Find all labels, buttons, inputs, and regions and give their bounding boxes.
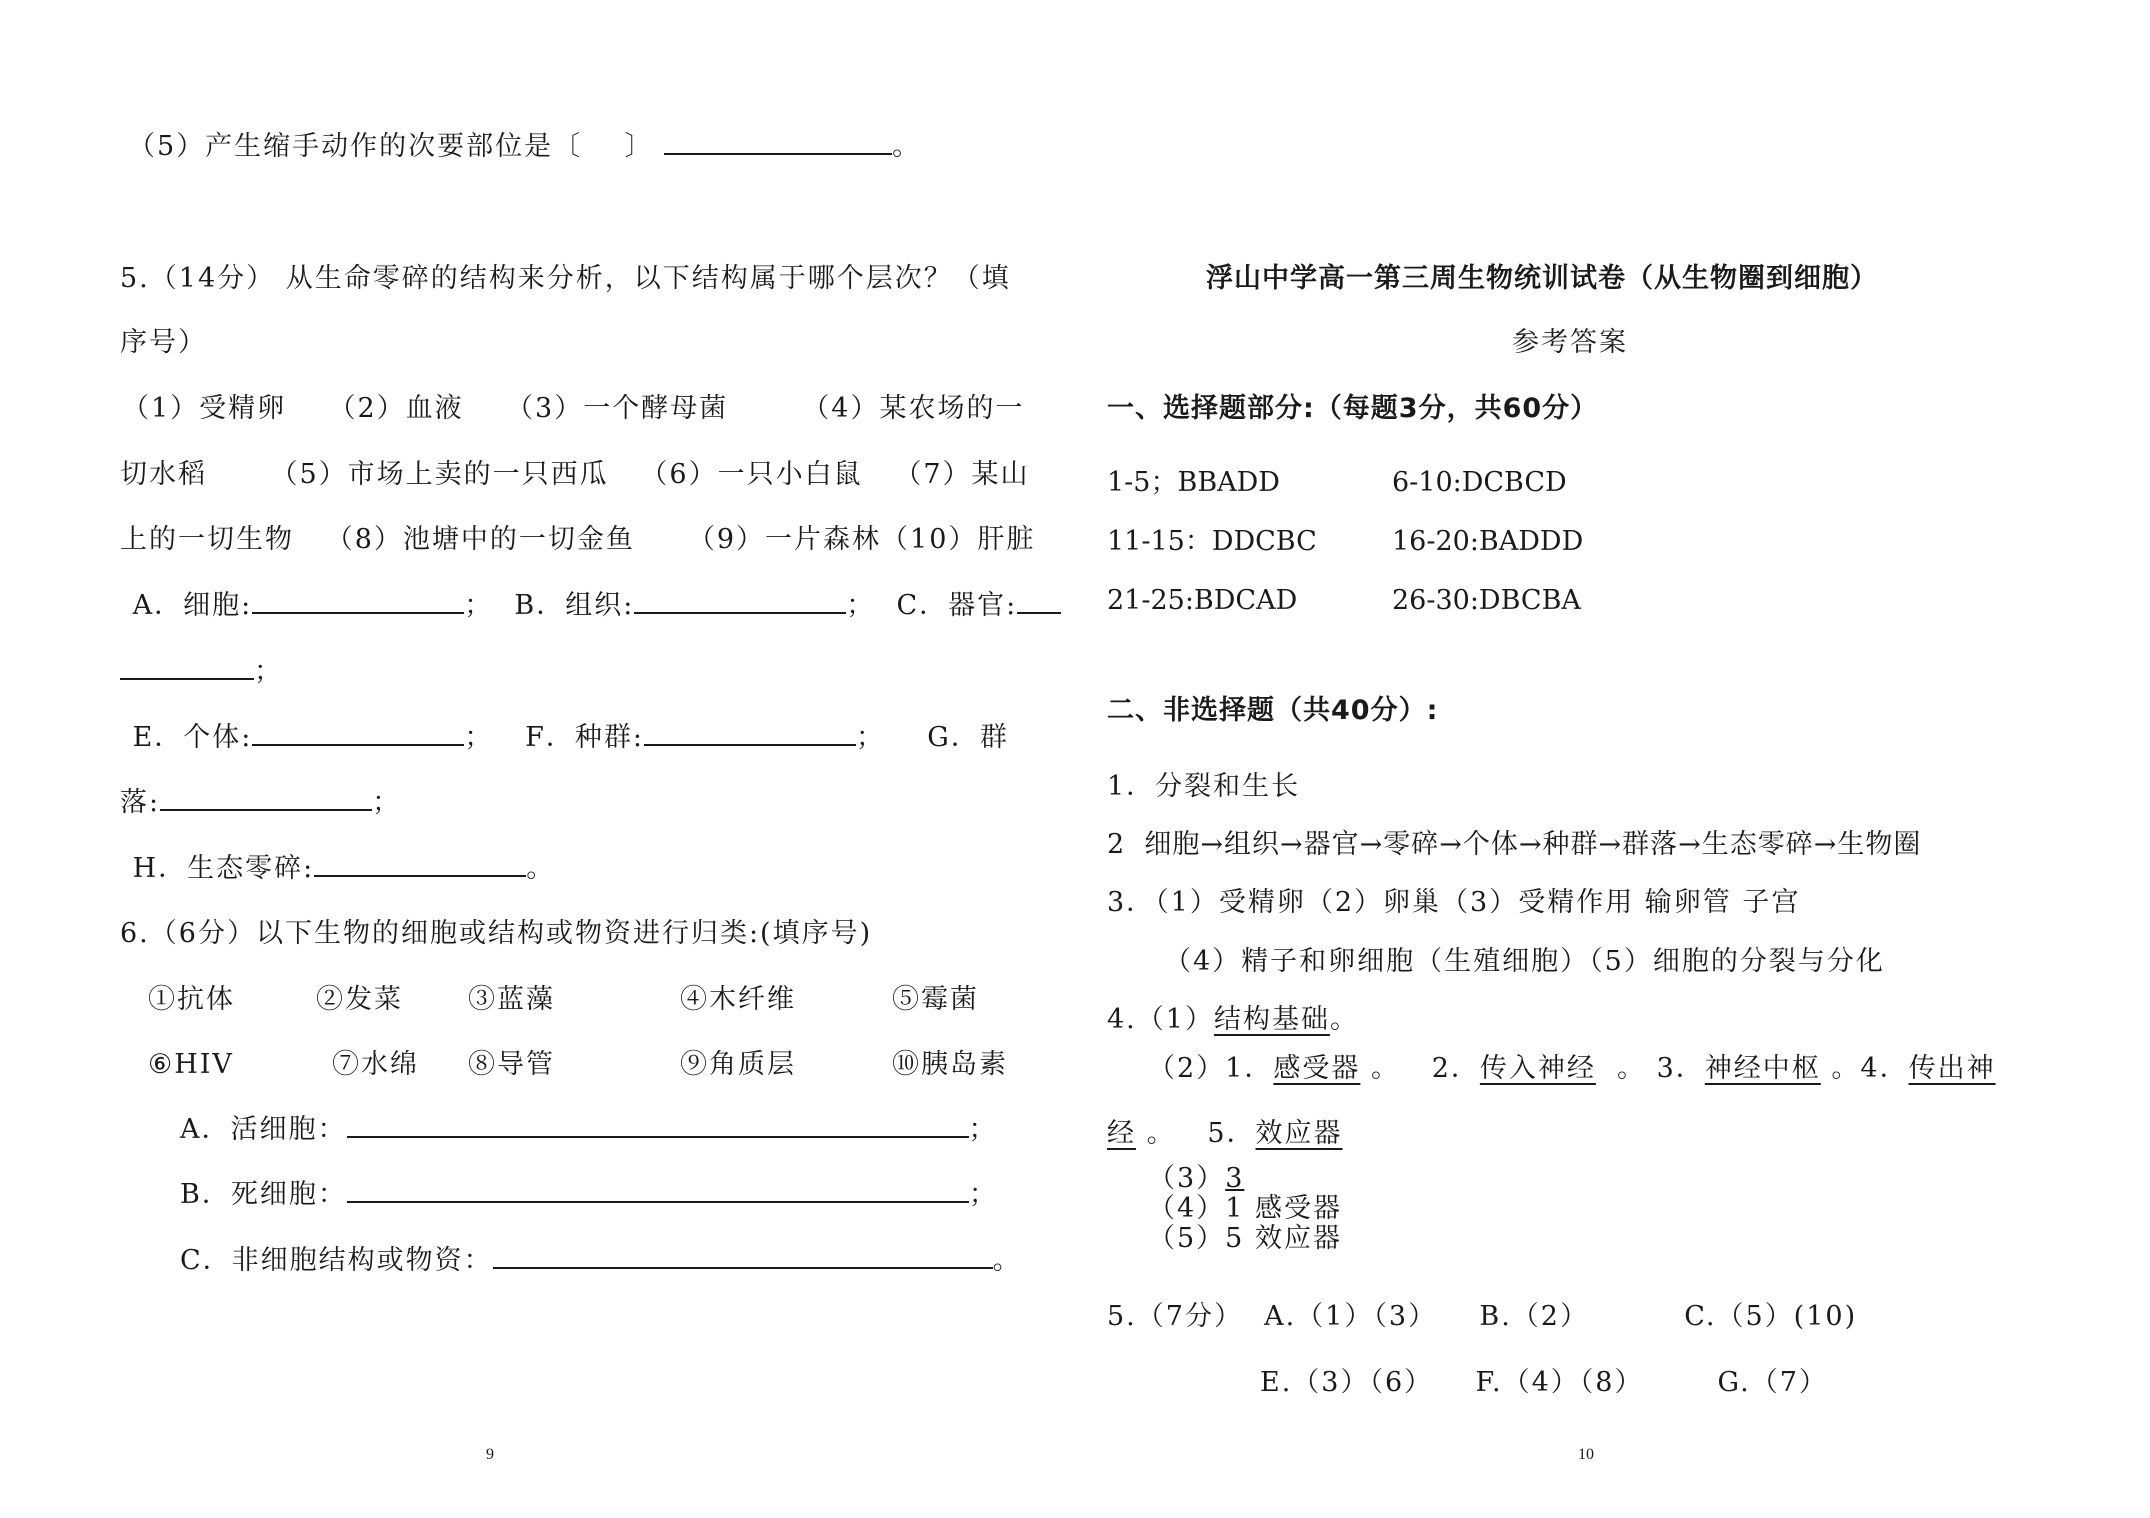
q6-item-10: ⑩胰岛素 [892, 1049, 1008, 1080]
q5-c-cont [120, 655, 283, 689]
answer-row-1a: 1-5；BBADD [1107, 467, 1280, 498]
answer-4-3 [1148, 1165, 1244, 1193]
blank-f[interactable] [644, 722, 856, 746]
answer-4-2-cont [1107, 1117, 1343, 1151]
q5-g-cont [120, 786, 401, 820]
a4-2-efferent-part2: 经 [1107, 1118, 1136, 1149]
a4-2-efferent-part1: 传出神 [1908, 1053, 1996, 1084]
page-number-right: 10 [1578, 1446, 1594, 1463]
a4-4-prefix: （4） [1148, 1193, 1226, 1224]
q5-f-label: ； F．种群: [464, 722, 644, 753]
a4-3-prefix: （3） [1148, 1163, 1226, 1194]
q5-g2-label: 落: [120, 787, 161, 818]
a4-2-effector: 效应器 [1255, 1118, 1343, 1149]
blank-c[interactable] [1017, 590, 1061, 614]
blank-q6-c[interactable] [493, 1245, 993, 1269]
semicolon: ； [254, 656, 283, 687]
answer-row-2b: 16-20:BADDD [1392, 526, 1584, 557]
q6-a-line [180, 1113, 998, 1147]
answer-4-1 [1107, 1003, 1359, 1037]
q6-item-5: ⑤霉菌 [892, 984, 979, 1015]
q5-efg-line [122, 721, 1009, 755]
a4-1-end: 。 [1329, 1004, 1359, 1035]
answer-3-line1: 3．（1）受精卵（2）卵巢（3）受精作用 输卵管 子宫 [1107, 887, 1801, 918]
q6-c-label: C．非细胞结构或物资： [180, 1245, 493, 1276]
a4-prefix: 4.（1） [1107, 1004, 1214, 1035]
page-number-left: 9 [486, 1446, 494, 1463]
q5-h-label: H．生态零碎: [122, 853, 315, 884]
answer-row-1b: 6-10:DCBCD [1392, 467, 1567, 498]
q5-a-label: A．细胞: [122, 590, 253, 621]
a4-3-num: 3 [1225, 1163, 1245, 1194]
answer-4-2 [1148, 1052, 1996, 1086]
q6-item-3: ③蓝藻 [468, 984, 555, 1015]
semicolon: ； [968, 1179, 998, 1210]
blank-q6-b[interactable] [347, 1179, 969, 1203]
answer-5-line1: 5.（7分） A.（1）（3） B.（2） C.（5）(10) [1107, 1301, 1858, 1332]
q5-abc-line [122, 589, 1061, 623]
answer-4-4 [1148, 1195, 1342, 1223]
q6-b-line [180, 1178, 998, 1212]
answer-row-3a: 21-25:BDCAD [1107, 585, 1298, 616]
a4-2-center: 神经中枢 [1704, 1053, 1821, 1084]
q6-b-label: B．死细胞： [180, 1179, 347, 1210]
q5-line5: 上的一切生物 （8）池塘中的一切金鱼 （9）一片森林（10）肝脏 [120, 524, 1036, 555]
answer-row-2a: 11-15：DDCBC [1107, 526, 1317, 557]
section1-heading: 一、选择题部分:（每题3分，共60分） [1107, 393, 1599, 424]
q5-g-label: ； G．群 [855, 722, 1009, 753]
answer-sheet-title: 浮山中学高一第三周生物统训试卷（从生物圈到细胞） [1206, 263, 1878, 294]
q6-item-1: ①抗体 [148, 984, 235, 1015]
q5-line4: 切水稻 （5）市场上卖的一只西瓜 （6）一只小白鼠 （7）某山 [120, 459, 1030, 490]
blank-c-cont[interactable] [120, 656, 254, 680]
blank-e[interactable] [252, 722, 464, 746]
a4-2-sep4: 。 5． [1136, 1118, 1256, 1149]
answer-3-line2: （4）精子和卵细胞（生殖细胞）（5）细胞的分裂与分化 [1164, 946, 1885, 977]
answer-2: 2 细胞→组织→器官→零碎→个体→种群→群落→生态零碎→生物圈 [1107, 829, 1922, 860]
a4-4-num: 1 [1225, 1193, 1245, 1224]
q5-line1: 5.（14分） 从生命零碎的结构来分析，以下结构属于哪个层次？（填 [120, 263, 1011, 294]
blank-h[interactable] [314, 853, 526, 877]
period: 。 [526, 853, 556, 884]
a4-2-receptor: 感受器 [1273, 1053, 1361, 1084]
q4-5-line [128, 130, 921, 164]
q5-c-label: ； C．器官: [846, 590, 1018, 621]
q5-line3: （1）受精卵 （2）血液 （3）一个酵母菌 （4）某农场的一 [122, 393, 1025, 424]
answer-1: 1．分裂和生长 [1107, 771, 1301, 802]
q5-b-label: ； B．组织: [464, 590, 635, 621]
blank-g[interactable] [160, 787, 372, 811]
q6-item-8: ⑧导管 [468, 1049, 555, 1080]
q5-h-line [122, 852, 555, 886]
section2-heading: 二、非选择题（共40分）: [1107, 695, 1439, 726]
answer-4-5: （5）5 效应器 [1148, 1223, 1342, 1254]
a4-2-afferent: 传入神经 [1479, 1053, 1596, 1084]
a4-2-sep2: 。 3． [1595, 1053, 1705, 1084]
q6-item-7: ⑦水绵 [332, 1049, 419, 1080]
semicolon: ； [372, 787, 402, 818]
q4-5-end: 。 [892, 131, 922, 162]
answer-row-3b: 26-30:DBCBA [1392, 585, 1581, 616]
a4-2-sep1: 。 2． [1360, 1053, 1480, 1084]
blank-b[interactable] [634, 590, 846, 614]
q4-5-text: （5）产生缩手动作的次要部位是〔 〕 [128, 131, 654, 162]
blank-a[interactable] [252, 590, 464, 614]
a4-4-text: 感受器 [1244, 1193, 1342, 1224]
q6-title: 6.（6分）以下生物的细胞或结构或物资进行归类:(填序号) [120, 918, 873, 949]
q6-item-2: ②发菜 [316, 984, 403, 1015]
answer-blank[interactable] [664, 131, 892, 155]
q6-a-label: A．活细胞： [180, 1114, 347, 1145]
a4-2-sep3: 。4． [1820, 1053, 1909, 1084]
q6-item-6: ⑥HIV [148, 1049, 234, 1080]
answer-5-line2: E.（3）（6） F.（4）（8） G.（7） [1260, 1367, 1828, 1398]
blank-q6-a[interactable] [347, 1114, 969, 1138]
a4-1-answer: 结构基础 [1213, 1004, 1330, 1035]
q6-c-line [180, 1244, 1022, 1278]
q6-item-9: ⑨角质层 [680, 1049, 796, 1080]
semicolon: ； [968, 1114, 998, 1145]
answer-sheet-subtitle: 参考答案 [1512, 327, 1628, 358]
period: 。 [992, 1245, 1022, 1276]
q5-line2: 序号） [120, 327, 207, 358]
q5-e-label: E．个体: [122, 722, 253, 753]
a4-2-prefix: （2）1． [1148, 1053, 1274, 1084]
q6-item-4: ④木纤维 [680, 984, 796, 1015]
